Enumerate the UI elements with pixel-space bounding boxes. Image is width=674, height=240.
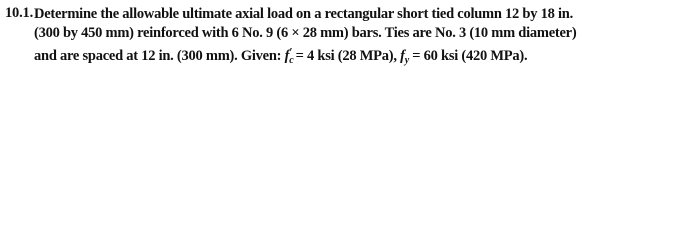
fc-prime: ′ — [289, 46, 293, 58]
fy-value: = 60 ksi (420 MPa). — [408, 48, 528, 64]
fc-subscript: c — [289, 55, 294, 66]
problem-number: 10.1. — [5, 5, 34, 21]
fc-symbol: f — [284, 48, 290, 64]
fc-value: = 4 ksi (28 MPa), — [292, 48, 401, 64]
problem-line-1: Determine the allowable ultimate axial load on a rectangular short tied column 12 by 18 in. — [34, 6, 573, 22]
problem-line-2: (300 by 450 mm) reinforced with 6 No. 9 (6 × 28 mm) bars. Ties are No. 3 (10 mm diameter) — [34, 25, 577, 41]
problem-statement — [0, 0, 674, 91]
problem-line-3 — [34, 43, 527, 70]
line3-text: and are spaced at 12 in. (300 mm). Given: — [34, 48, 285, 64]
fy-subscript: y — [404, 55, 409, 66]
fy-symbol: f — [400, 48, 405, 64]
